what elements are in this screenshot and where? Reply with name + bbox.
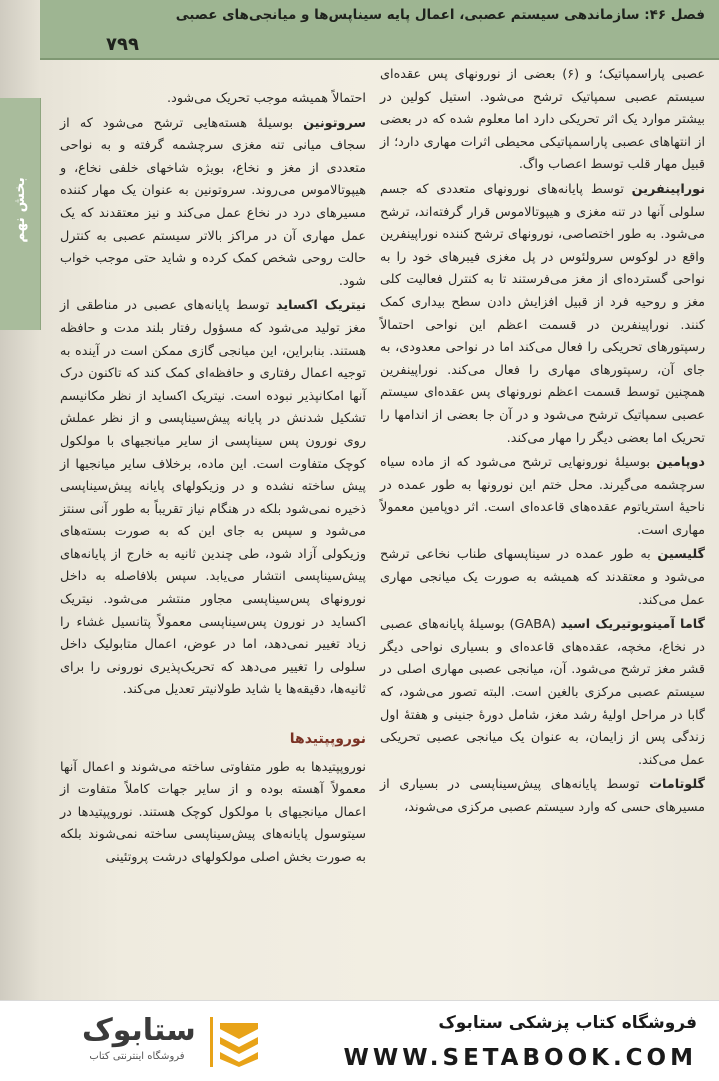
chevron-bottom — [220, 1052, 258, 1067]
left-paragraph-2 — [60, 113, 366, 294]
neuropeptides-paragraph: نوروپپتیدها به طور متفاوتی ساخته می‌شوند و اعمال آنها معمولاً آهسته بوده و از سایر جهات کاملاً متفاوت از اعمال میانجیهای با مولکول کوچک هستند. نوروپپتیدها در سیتوسول پایانه‌های پیش‌سیناپسی ساخته نمی‌شوند بلکه به صورت بخش اصلی مولکولهای درشت پروتئینی — [60, 759, 366, 865]
side-tab-label: بخش نهم — [12, 177, 28, 243]
term-dopamine: دوپامین — [656, 455, 705, 471]
term-nitric-oxide: نیتریک اکساید — [275, 298, 366, 314]
section-heading-neuropeptides: نوروپپتیدها — [289, 731, 366, 748]
chapter-title — [105, 6, 705, 25]
paragraph-text: بوسیلهٔ نورونهایی ترشح می‌شود که از ماده سیاه سرچشمه می‌گیرند. محل ختم این نورونها به طور عمده در ناحیهٔ استریاتوم عقده‌های قاعده‌ای است. اثر دوپامین معمولاً مهاری است. — [380, 455, 705, 538]
right-paragraph-1 — [380, 64, 705, 177]
store-footer-banner — [0, 1000, 719, 1081]
left-paragraph-1 — [60, 88, 366, 111]
paragraph-text: بوسیلهٔ هسته‌هایی ترشح می‌شود که از سجاف میانی تنه مغزی سرچشمه گرفته و به نواحی متعددی از مغز و نخاع، بویژه شاخهای خلفی نخاع، و هیپوتالاموس می‌روند. سروتونین به عنوان یک مهار کننده مسیرهای درد در نخاع عمل می‌کند و نیز معتقدند که یک عمل مهاری آن در مراکز بالاتر سیستم عصبی به کنترل حالت روحی شخص کمک کرده و شاید حتی موجب خواب شود. — [60, 115, 366, 289]
right-paragraph-3 — [380, 452, 705, 542]
right-paragraph-6 — [380, 774, 705, 819]
paragraph-text: توسط پایانه‌های پیش‌سیناپسی در بسیاری از مسیرهای حسی که وارد سیستم عصبی مرکزی می‌شوند، — [380, 777, 705, 815]
section-side-tab — [0, 98, 41, 330]
shop-name: فروشگاه کتاب پزشکی ستابوک — [438, 1013, 697, 1033]
logo-brand-text: ستابوک — [82, 1013, 196, 1048]
logo-chevron-icon — [210, 1017, 266, 1067]
chevron-top — [220, 1023, 258, 1039]
paragraph-text: توسط پایانه‌های نورونهای متعددی که جسم سلولی آنها در تنه مغزی و هیپوتالاموس قرار گرفته‌اند، ترشح می‌شود. به طور اختصاصی، نورونهای ترشح کننده نوراپینفرین واقع در لوکوس سرولئوس در پل مغزی فیبرهای خود را به نواحی گسترده‌ای از مغز می‌فرستند تا به کنترل فعالیت کلی مغز و روحیه فرد از قبیل افزایش دادن سطح بیداری کمک کنند. نوراپینفرین در قسمت اعظم این نواحی احتمالاً رسپتورهای تحریکی را فعال می‌کند اما در نواحی معدودی، به جای آن، رسپتورهای مهاری را فعال می‌کند. نوراپینفرین همچنین توسط قسمت اعظم نورونهای پس عقده‌ای سیستم عصبی سمپاتیک ترشح می‌شود و در آن جا بعضی از اندامها را تحریک اما بعضی دیگر را مهار می‌کند. — [380, 181, 705, 446]
term-norepinephrine: نوراپینفرین — [631, 181, 705, 197]
paragraph-text: به طور عمده در سیناپسهای طناب نخاعی ترشح می‌شود و معتقدند که همیشه به صورت یک میانجی مهاری عمل می‌کند. — [380, 547, 705, 608]
right-paragraph-5 — [380, 614, 705, 772]
paragraph-text: عصبی پاراسمپاتیک؛ و (۶) بعضی از نورونهای پس عقده‌ای سیستم عصبی سمپاتیک ترشح می‌شود. استیل کولین در بیشتر موارد یک اثر تحریکی دارد اما معلوم شده که در بعضی از انتهاهای عصبی پاراسمپاتیکی محیطی اثرات مهاری دارد؛ از قبیل مهار قلب توسط اعصاب واگ. — [380, 67, 705, 173]
term-glycine: گلیسین — [657, 547, 705, 563]
right-paragraph-4 — [380, 544, 705, 612]
term-gaba: گاما آمینوبوتیریک اسید — [560, 617, 705, 633]
left-text-column — [60, 88, 366, 872]
right-text-column — [380, 64, 705, 822]
logo-tagline: فروشگاه اینترنتی کتاب — [89, 1051, 185, 1062]
chapter-title-line-1: فصل ۴۶: سازماندهی سیستم عصبی، اعمال پایه سیناپس‌ها و میانجی‌های عصبی — [175, 7, 705, 23]
chevron-middle — [220, 1037, 258, 1054]
chapter-header-bar — [40, 0, 719, 60]
logo-divider — [210, 1017, 213, 1067]
paragraph-text: توسط پایانه‌های عصبی در مناطقی از مغز تولید می‌شود که مسؤول رفتار بلند مدت و حافظه هستند. بنابراین، این میانجی گازی ممکن است در آینده به توجیه اعمال رفتاری و حافظه‌ای کمک کند که تاکنون درک آنها امکانپذیر نبوده است. نیتریک اکساید از نظر مکانیسم تشکیل شدنش در پایانه پیش‌سیناپسی و از نظر عملش روی نورون پس سیناپسی از سایر میانجیهای با مولکول کوچک متفاوت است. این ماده، برخلاف سایر میانجیها از پیش ساخته نشده و در وزیکولهای پایانه پیش‌سیناپسی ذخیره نمی‌شود بلکه در هنگام نیاز تقریباً به طور آنی سنتز می‌شود و سپس به جای این که به صورت بسته‌های وزیکولی آزاد شود، طی چندین ثانیه به خارج از پایانه‌های پیش‌سیناپسی انتشار می‌یابد. سپس بلافاصله به داخل نورونهای پس‌سیناپسی مجاور منتشر می‌شود. نیتریک اکساید در نورون پس‌سیناپسی معمولاً پتانسیل غشاء را زیاد تغییر نمی‌دهد، اما در عوض، اعمال متابولیک داخل سلولی را تغییر می‌دهد که تحریک‌پذیری نورونی را برای ثانیه‌ها، دقیقه‌ها یا شاید طولانیتر تعدیل می‌کند. — [60, 298, 366, 698]
paragraph-text: (GABA) بوسیلهٔ پایانه‌های عصبی در نخاع، مخچه، عقده‌های قاعده‌ای و بسیاری نواحی دیگر قشر مغز ترشح می‌شود. آن، میانجی عصبی مهاری اصلی در سیستم عصبی مرکزی بالغین است. البته تصور می‌شود، که گابا در مراحل اولیهٔ رشد مغز، شامل دورهٔ جنینی و هفتهٔ اول زندگی پس از زایمان، به عنوان یک میانجی عصبی تحریکی عمل می‌کند. — [380, 617, 705, 768]
right-paragraph-2 — [380, 179, 705, 450]
store-logo[interactable] — [24, 1013, 274, 1071]
term-glutamate: گلوتامات — [649, 777, 705, 793]
page-number: ۷۹۹ — [106, 34, 139, 55]
term-serotonin: سروتونین — [303, 115, 366, 131]
paragraph-text: احتمالاً همیشه موجب تحریک می‌شود. — [167, 91, 366, 106]
shop-url-link[interactable]: WWW.SETABOOK.COM — [343, 1045, 697, 1071]
left-paragraph-3 — [60, 295, 366, 702]
